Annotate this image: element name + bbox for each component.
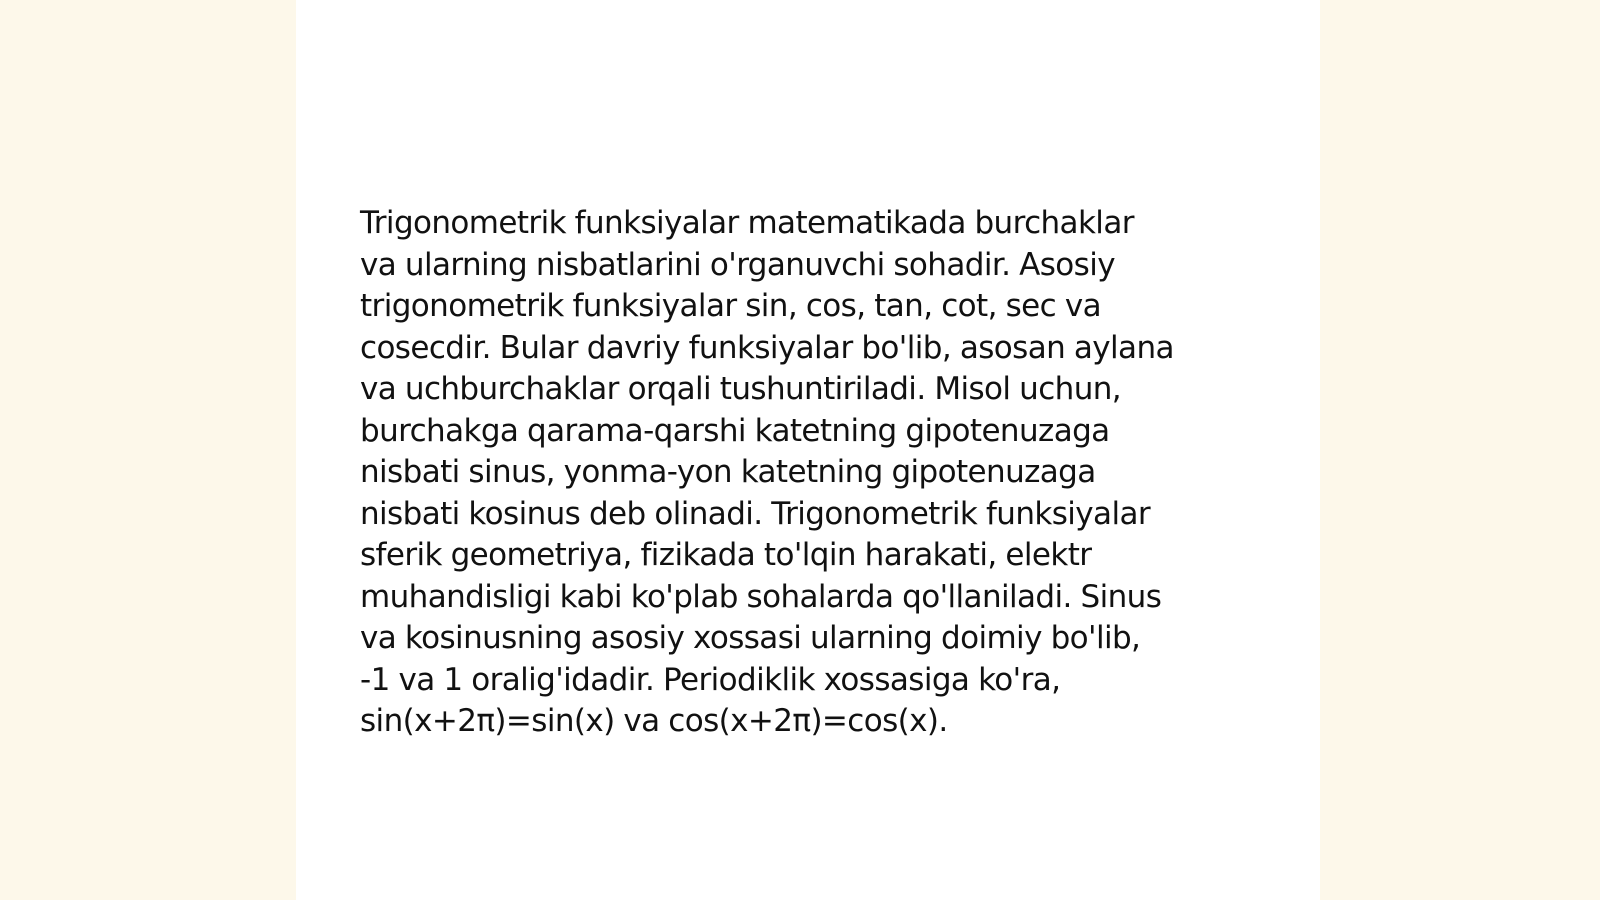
document-page — [296, 0, 1320, 900]
paragraph-line: va uchburchaklar orqali tushuntiriladi. Misol uchun, — [360, 371, 1122, 407]
paragraph-line: cosecdir. Bular davriy funksiyalar bo'lib, asosan aylana — [360, 329, 1174, 366]
paragraph-line: nisbati kosinus deb olinadi. Trigonometrik funksiyalar — [360, 495, 1151, 532]
paragraph-line: nisbati sinus, yonma-yon katetning gipotenuzaga — [360, 454, 1096, 490]
paragraph-line: muhandisligi kabi ko'plab sohalarda qo'llaniladi. Sinus — [360, 578, 1162, 615]
paragraph-line: sferik geometriya, fizikada to'lqin harakati, elektr — [360, 537, 1092, 573]
paragraph-line: trigonometrik funksiyalar sin, cos, tan, cot, sec va — [360, 288, 1101, 324]
paragraph-line: va kosinusning asosiy xossasi ularning doimiy bo'lib, — [360, 620, 1141, 656]
paragraph-line: Trigonometrik funksiyalar matematikada burchaklar — [360, 205, 1134, 241]
paragraph-line: burchakga qarama-qarshi katetning gipotenuzaga — [360, 412, 1110, 449]
paragraph-line: -1 va 1 oralig'idadir. Periodiklik xossasiga ko'ra, — [360, 661, 1061, 698]
paragraph-line: va ularning nisbatlarini o'rganuvchi sohadir. Asosiy — [360, 246, 1115, 283]
paragraph-line: sin(x+2π)=sin(x) va cos(x+2π)=cos(x). — [360, 703, 948, 739]
body-paragraph — [360, 203, 1250, 743]
